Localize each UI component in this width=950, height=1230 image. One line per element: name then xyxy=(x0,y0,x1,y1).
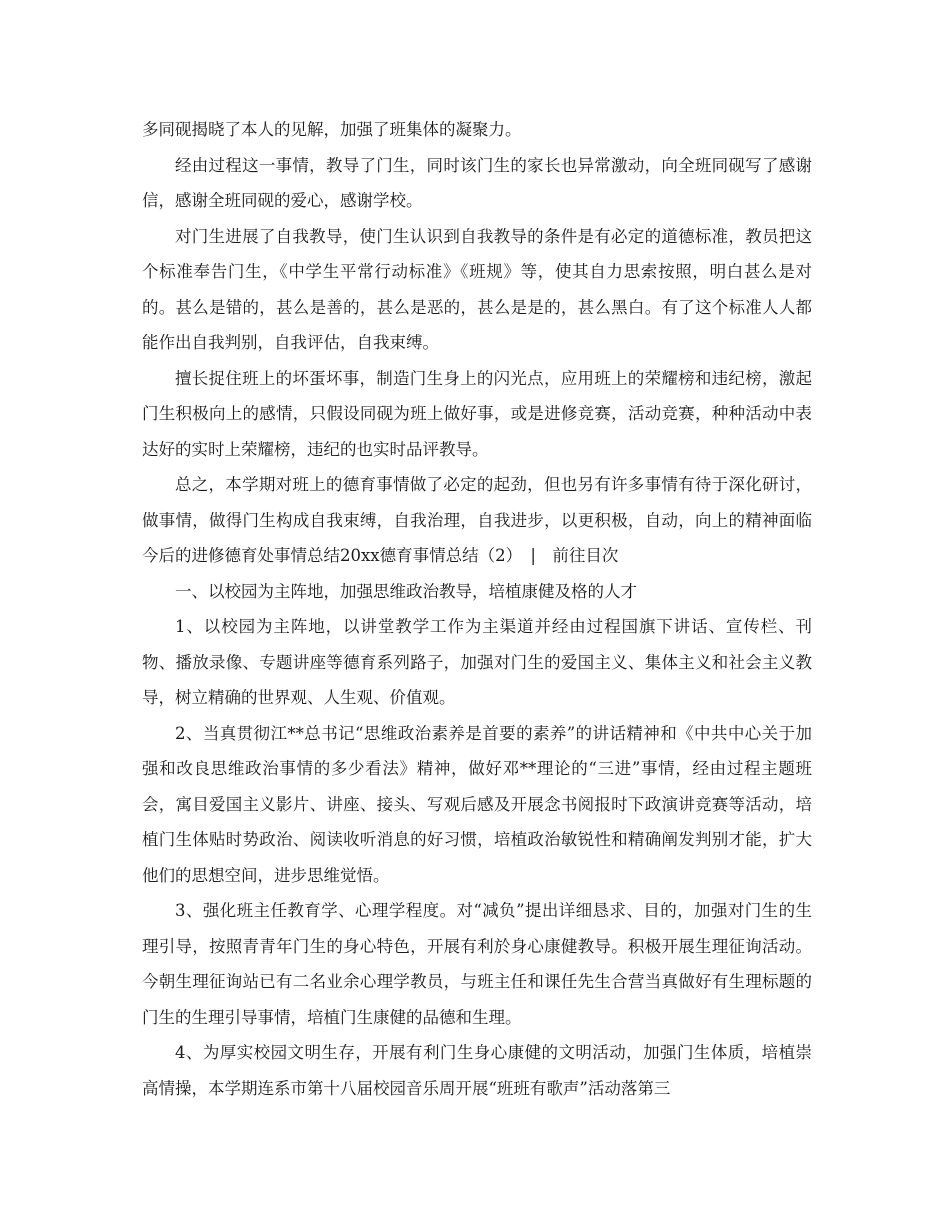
paragraph-4: 擅长捉住班上的坏蛋坏事，制造门生身上的闪光点，应用班上的荣耀榜和违纪榜，激起门生积极向上的感情，只假设同砚为班上做好事，或是进修竞赛，活动竞赛，种种活动中表达好的实时上荣耀榜，违纪的也实时品评教导。 xyxy=(142,368,812,459)
document-body xyxy=(142,112,812,1106)
paragraph-item-3: 3、强化班主任教育学、心理学程度。对“减负”提出详细恳求、目的，加强对门生的生理引导，按照青青年门生的身心特色，开展有利於身心康健教导。积极开展生理征询活动。今朝生理征询站已有二名业余心理学教员，与班主任和课任先生合营当真做好有生理标题的门生的生理引导事情，培植门生康健的品德和生理。 xyxy=(142,901,812,1027)
paragraph-item-2: 2、当真贯彻江**总书记“思维政治素养是首要的素养”的讲话精神和《中共中心关于加强和改良思维政治事情的多少看法》精神，做好邓**理论的“三进”事情，经由过程主题班会，寓目爱国主义影片、讲座、接头、写观后感及开展念书阅报时下政演讲竞赛等活动，培植门生体贴时势政治、阅读收听消息的好习惯，培植政治敏锐性和精确阐发判别才能，扩大他们的思想空间，进步思维觉悟。 xyxy=(142,723,812,885)
section-heading: 一、以校园为主阵地，加强思维政治教导，培植康健及格的人才 xyxy=(175,581,637,601)
paragraph-1: 多同砚揭晓了本人的见解，加强了班集体的凝聚力。 xyxy=(142,120,522,139)
paragraph-5: 总之，本学期对班上的德育事情做了必定的起劲，但也另有许多事情有待于深化研讨，做事情，做得门生构成自我束缚，自我治理，自我进步，以更积极，自动，向上的精神面临今后的进修德育处事情总结20xx德育事情总结（2） | 前往目次 xyxy=(142,475,812,565)
paragraph-3: 对门生进展了自我教导，使门生认识到自我教导的条件是有必定的道德标准，教员把这个标准奉告门生，《中学生平常行动标准》《班规》等，使其自力思索按照，明白甚么是对的。甚么是错的，甚么是善的，甚么是恶的，甚么是是的，甚么黑白。有了这个标准人人都能作出自我判别，自我评估，自我束缚。 xyxy=(142,226,812,352)
paragraph-item-4: 4、为厚实校园文明生存，开展有利门生身心康健的文明活动，加强门生体质，培植崇高情操，本学期连系市第十八届校园音乐周开展“班班有歌声”活动落第三 xyxy=(142,1043,812,1098)
paragraph-2: 经由过程这一事情，教导了门生，同时该门生的家长也异常激动，向全班同砚写了感谢信，感谢全班同砚的爱心，感谢学校。 xyxy=(142,155,812,210)
paragraph-item-1: 1、以校园为主阵地，以讲堂教学工作为主渠道并经由过程国旗下讲话、宣传栏、刊物、播放录像、专题讲座等德育系列路子，加强对门生的爱国主义、集体主义和社会主义教导，树立精确的世界观、人生观、价值观。 xyxy=(142,617,812,707)
